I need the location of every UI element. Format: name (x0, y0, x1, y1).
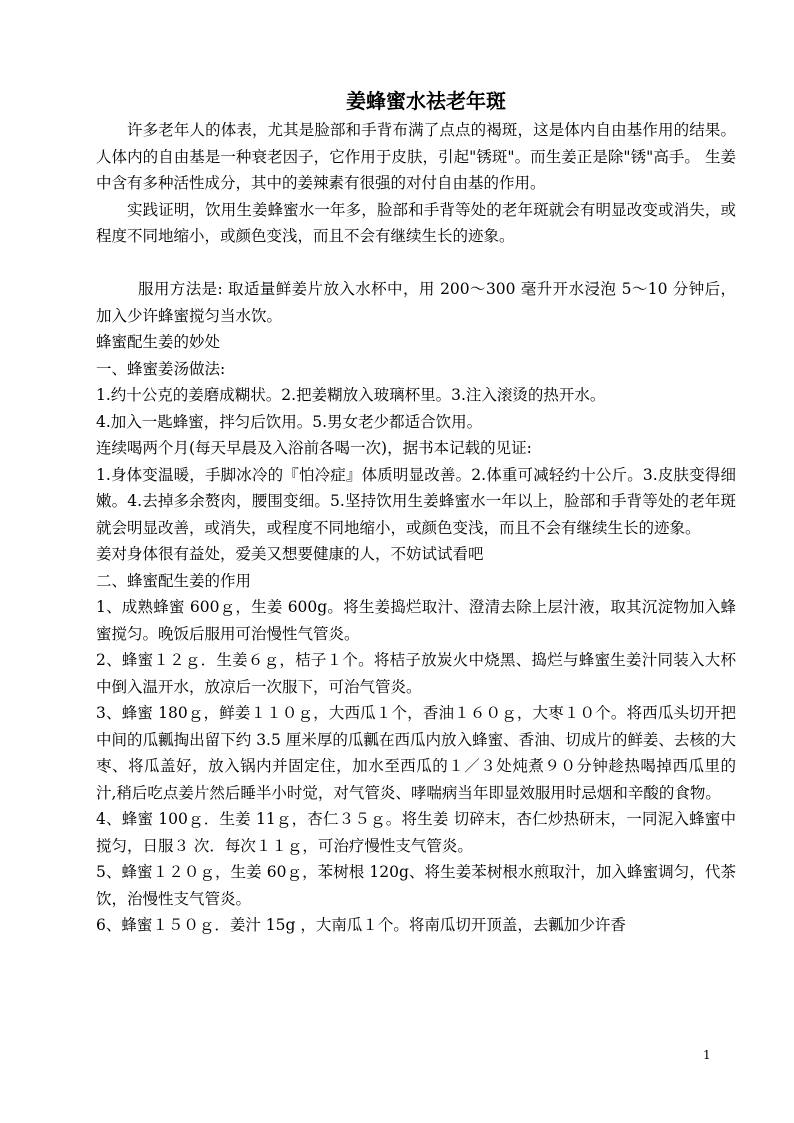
evidence-paragraph: 实践证明，饮用生姜蜂蜜水一年多，脸部和手背等处的老年斑就会有明显改变或消失，或程度不同地缩小，或颜色变浅，而且不会有继续生长的迹象。 (96, 200, 736, 245)
remedy-item: 2、蜂蜜１２ｇ．生姜６ｇ，桔子１个。将桔子放炭火中烧黑、捣烂与蜂蜜生姜汁同装入大杯中倒入温开水，放凉后一次服下，可治气管炎。 (96, 651, 736, 696)
remedy-item: 6、蜂蜜１５０ｇ．姜汁 15g ，大南瓜１个。将南瓜切开顶盖，去瓤加少许香 (96, 916, 626, 934)
subsection-heading: 二、蜂蜜配生姜的作用 (96, 571, 252, 590)
evidence-intro: 连续喝两个月(每天早晨及入浴前各喝一次)，据书本记载的见证: (96, 439, 532, 457)
closing-line: 姜对身体很有益处，爱美又想要健康的人，不妨试试看吧 (96, 545, 484, 563)
page-number: 1 (703, 1048, 711, 1062)
document-body (96, 88, 736, 939)
remedy-item: 1、成熟蜂蜜 600ｇ，生姜 600g。将生姜捣烂取汁、澄清去除上层汁液，取其沉淀物加入蜂蜜搅匀。晚饭后服用可治慢性气管炎。 (96, 598, 736, 643)
remedy-item: 4、蜂蜜 100ｇ．生姜 11ｇ，杏仁３５ｇ。将生姜 切碎末，杏仁炒热研末，一同泥入蜂蜜中搅匀，日服３ 次．每次１１ｇ，可治疗慢性支气管炎。 (96, 810, 737, 855)
intro-paragraph: 许多老年人的体表，尤其是脸部和手背布满了点点的褐斑，这是体内自由基作用的结果。人体内的自由基是一种衰老因子，它作用于皮肤，引起"锈斑"。而生姜正是除"锈"高手。 生姜中含有多种活性成分，其中的姜辣素有很强的对付自由基的作用。 (96, 121, 736, 192)
benefits-list: 1.身体变温暖，手脚冰冷的『怕冷症』体质明显改善。2.体重可减轻约十公斤。3.皮肤变得细嫩。4.去掉多余赘肉，腰围变细。5.坚持饮用生姜蜂蜜水一年以上，脸部和手背等处的老年斑就会明显改善，或消失，或程度不同地缩小，或颜色变浅，而且不会有继续生长的迹象。 (96, 465, 736, 537)
remedy-item: 3、蜂蜜 180ｇ，鲜姜１１０ｇ，大西瓜１个，香油１６０ｇ，大枣１０个。将西瓜头切开把中间的瓜瓤掏出留下约 3.5 厘米厚的瓜瓤在西瓜内放入蜂蜜、香油、切成片的鲜姜、去核的大枣、将瓜盖好，放入锅内并固定住，加水至西瓜的１／３处炖煮９０分钟趁热喝掉西瓜里的汁,稍后吃点姜片然后睡半小时觉，对气管炎、哮喘病当年即显效服用时忌烟和辛酸的食物。 (96, 704, 736, 802)
usage-paragraph: 服用方法是: 取适量鲜姜片放入水杯中，用 200～300 毫升开水浸泡 5～10 分钟后，加入少许蜂蜜搅匀当水饮。 (96, 280, 736, 325)
document-title: 姜蜂蜜水祛老年斑 (346, 89, 506, 113)
recipe-steps: 1.约十公克的姜磨成糊状。2.把姜糊放入玻璃杯里。3.注入滚烫的热开水。 (96, 386, 606, 404)
recipe-steps: 4.加入一匙蜂蜜，拌匀后饮用。5.男女老少都适合饮用。 (96, 412, 483, 431)
subsection-heading: 一、蜂蜜姜汤做法: (96, 359, 226, 378)
section-heading: 蜂蜜配生姜的妙处 (96, 333, 221, 351)
blank-line (96, 250, 736, 277)
remedy-item: 5、蜂蜜１２０ｇ，生姜 60ｇ，苯树根 120g、将生姜苯树根水煎取汁，加入蜂蜜调匀，代茶饮，治慢性支气管炎。 (96, 863, 736, 908)
